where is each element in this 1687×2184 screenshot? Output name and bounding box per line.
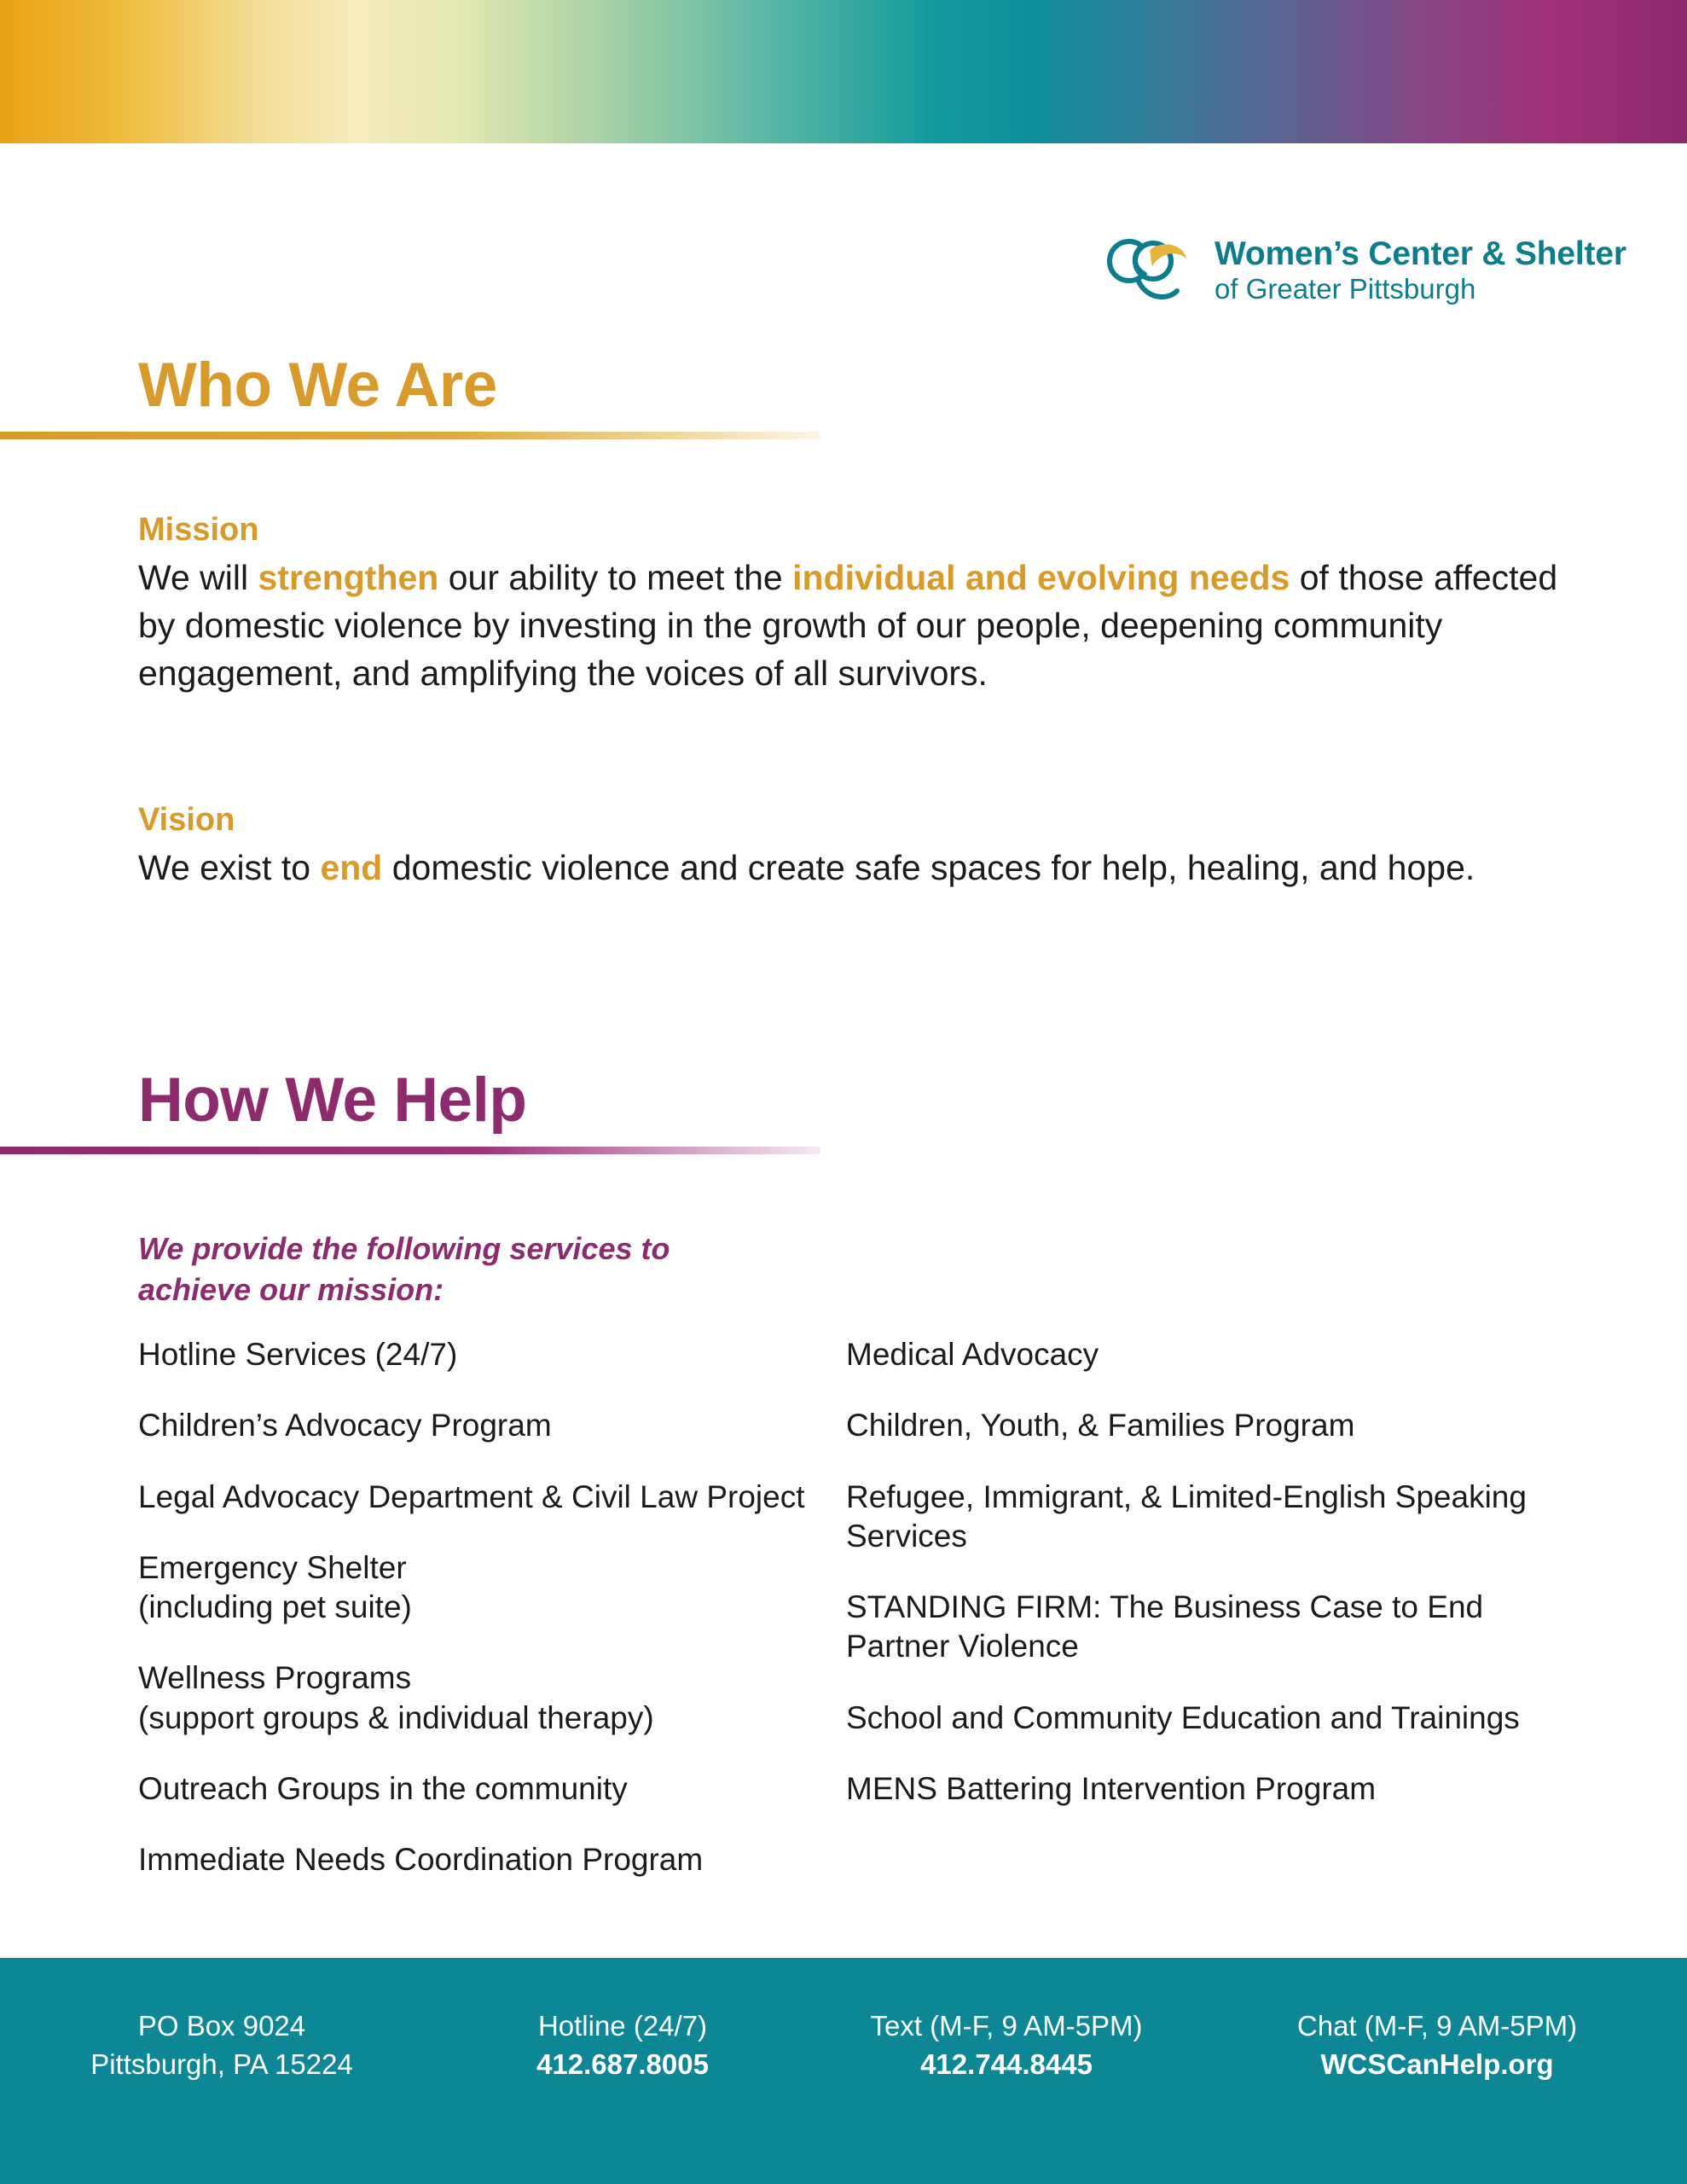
logo-name-line1: Women’s Center & Shelter	[1215, 235, 1626, 273]
how-we-help-divider	[0, 1147, 820, 1154]
services-columns	[138, 1335, 1580, 1911]
footer-address-line1: PO Box 9024	[137, 2010, 306, 2042]
service-item: Children, Youth, & Families Program	[846, 1408, 1355, 1443]
footer-address-line2: Pittsburgh, PA 15224	[90, 2048, 353, 2080]
service-item: Wellness Programs (support groups & individual therapy)	[138, 1660, 654, 1735]
footer-hotline	[443, 2007, 802, 2083]
footer-chat-label: Chat (M-F, 9 AM-5PM)	[1296, 2010, 1578, 2042]
mission-highlight-1: strengthen	[258, 558, 439, 597]
vision-text	[138, 844, 1571, 892]
mission-text-part3: of those affected by domestic violence by investing in the growth of our people, deepening community engagement, and amplifying the voices of all survivors.	[138, 558, 1558, 694]
service-item: Legal Advocacy Department & Civil Law Project	[138, 1478, 805, 1514]
service-item: Immediate Needs Coordination Program	[138, 1842, 704, 1877]
mission-block	[138, 512, 1571, 697]
vision-label: Vision	[138, 802, 235, 838]
service-item: School and Community Education and Trainings	[846, 1699, 1520, 1735]
footer-address	[0, 2007, 443, 2083]
service-item: Children’s Advocacy Program	[138, 1408, 552, 1443]
logo-name-line2: of Greater Pittsburgh	[1215, 273, 1476, 305]
mission-label: Mission	[138, 512, 259, 548]
wcs-logo-icon	[1100, 231, 1196, 310]
vision-text-part1: We exist to	[138, 848, 321, 887]
vision-highlight-1: end	[320, 848, 383, 887]
section-heading-who-we-are	[0, 351, 853, 439]
mission-text-part2: our ability to meet the	[438, 558, 793, 597]
logo-wordmark	[1215, 236, 1626, 305]
footer-text-number[interactable]: 412.744.8445	[920, 2048, 1093, 2080]
vision-text-part2: domestic violence and create safe spaces for help, healing, and hope.	[382, 848, 1475, 887]
footer-hotline-number[interactable]: 412.687.8005	[536, 2048, 709, 2080]
footer-chat-link[interactable]: WCSCanHelp.org	[1320, 2048, 1554, 2080]
services-intro-text: We provide the following services to achieve our mission:	[138, 1231, 670, 1307]
service-item: MENS Battering Intervention Program	[846, 1770, 1377, 1806]
services-column-left	[138, 1335, 846, 1911]
who-we-are-divider	[0, 432, 820, 439]
organization-logo	[1100, 224, 1663, 317]
service-item: Emergency Shelter (including pet suite)	[138, 1549, 412, 1624]
footer-text-label: Text (M-F, 9 AM-5PM)	[870, 2010, 1143, 2042]
how-we-help-title: How We Help	[138, 1066, 527, 1135]
footer-hotline-label: Hotline (24/7)	[537, 2010, 708, 2042]
mission-highlight-2: individual and evolving needs	[792, 558, 1290, 597]
services-column-right	[846, 1335, 1580, 1911]
decorative-gradient-band	[0, 0, 1687, 143]
footer-chat	[1211, 2007, 1663, 2083]
service-item: Medical Advocacy	[846, 1337, 1099, 1372]
service-item: Outreach Groups in the community	[138, 1770, 628, 1806]
page-footer	[0, 1958, 1687, 2184]
mission-text-part1: We will	[138, 558, 258, 597]
vision-block	[138, 802, 1571, 892]
mission-text	[138, 554, 1571, 697]
service-item: Refugee, Immigrant, & Limited-English Speaking Services	[846, 1478, 1527, 1554]
service-item: STANDING FIRM: The Business Case to End Partner Violence	[846, 1589, 1484, 1664]
footer-contact-row	[0, 2007, 1687, 2083]
footer-text-line	[802, 2007, 1211, 2083]
service-item: Hotline Services (24/7)	[138, 1337, 458, 1372]
who-we-are-title: Who We Are	[138, 351, 497, 420]
section-heading-how-we-help	[0, 1066, 853, 1154]
